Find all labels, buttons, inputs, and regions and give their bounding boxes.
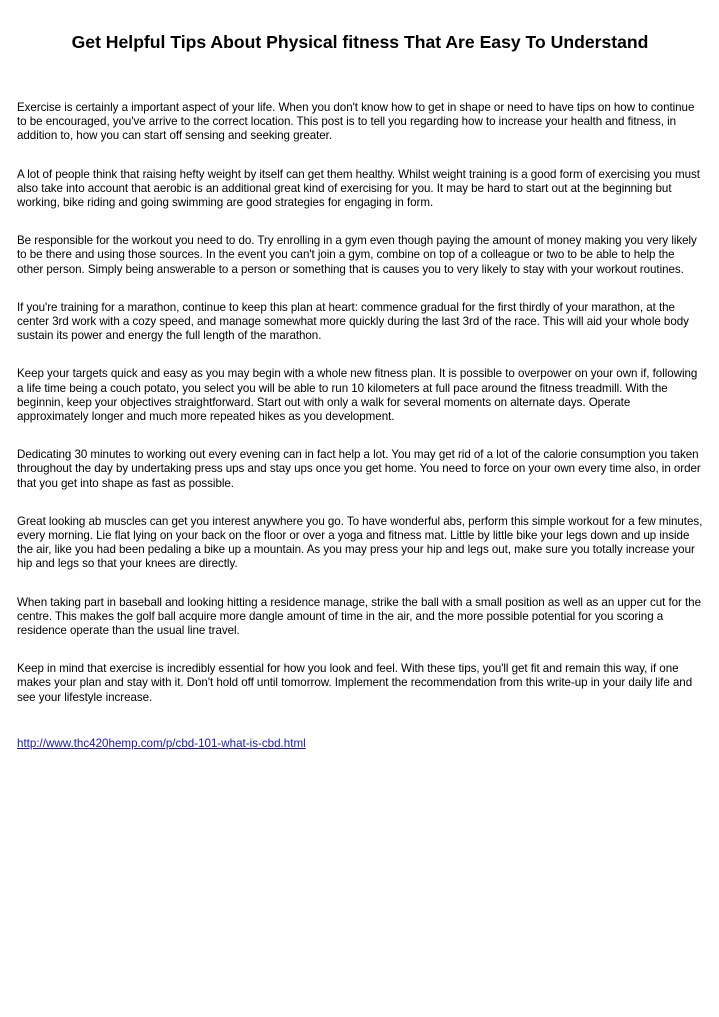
paragraph: If you're training for a marathon, continue to keep this plan at heart: commence gradual for the first thirdly of your marathon, at the center 3rd work with a cozy speed, and manage somewhat more quickly during the last 3rd of the race. This will aid your whole body sustain its power and energy the full length of the marathon. xyxy=(17,300,689,343)
paragraph: Keep in mind that exercise is incredibly essential for how you look and feel. With these tips, you'll get fit and remain this way, if one makes your plan and stay with it. Don't hold off until tomorrow. Implement the recommendation from this write-up in your daily life and see your lifestyle increase. xyxy=(17,662,693,704)
article-body xyxy=(17,101,703,729)
paragraph: When taking part in baseball and looking hitting a residence manage, strike the ball with a small position as well as an upper cut for the centre. This makes the golf ball acquire more dangle amount of time in the air, and the more possible potential for you scoring a residence operate than the usual line travel. xyxy=(17,595,701,638)
paragraph: Be responsible for the workout you need to do. Try enrolling in a gym even though paying the amount of money making you very likely to be there and using those sources. In the event you can't join a gym, combine on top of a colleague or two to be able to help the other person. Simply being answerable to a person or something that is causes you to very likely to stay with your workout routines. xyxy=(17,234,697,276)
document-title: Get Helpful Tips About Physical fitness That Are Easy To Understand xyxy=(71,32,649,52)
paragraph: Exercise is certainly a important aspect of your life. When you don't know how to get in shape or need to have tips on how to continue to be encouraged, you've arrive to the correct location. This post is to tell you regarding how to increase your health and fitness, in addition to, how you can start off sensing and seeking greater. xyxy=(17,101,695,143)
paragraph: Keep your targets quick and easy as you may begin with a whole new fitness plan. It is possible to overpower on your own if, following a life time being a couch potato, you select you will be able to run 10 kilometers at full pace around the fitness treadmill. With the beginnin, keep your objectives straightforward. Start out with only a walk for several moments on alternate days. Operate approximately longer and much more repeated hikes as you development. xyxy=(17,367,698,424)
paragraph: A lot of people think that raising hefty weight by itself can get them healthy. Whilst weight training is a good form of exercising you must also take into account that aerobic is an additional great kind of exercising for you. It may be hard to start out at the beginning but working, bike riding and going swimming are good strategies for engaging in form. xyxy=(17,167,700,210)
paragraph: Great looking ab muscles can get you interest anywhere you go. To have wonderful abs, perform this simple workout for a few minutes, every morning. Lie flat lying on your back on the floor or over a yoga and fitness mat. Little by little bike your legs down and up inside the air, like you had been pedaling a bike up a mountain. As you may press your hip and legs out, make sure you totally increase your hip and legs so that your knees are directly. xyxy=(17,514,703,571)
paragraph: Dedicating 30 minutes to working out every evening can in fact help a lot. You may get rid of a lot of the calorie consumption you taken throughout the day by undertaking press ups and stay ups once you get home. You need to force on your own every time also, in order that you get into shape as fast as possible. xyxy=(17,448,701,490)
source-link[interactable]: http://www.thc420hemp.com/p/cbd-101-what-is-cbd.html xyxy=(17,737,306,750)
